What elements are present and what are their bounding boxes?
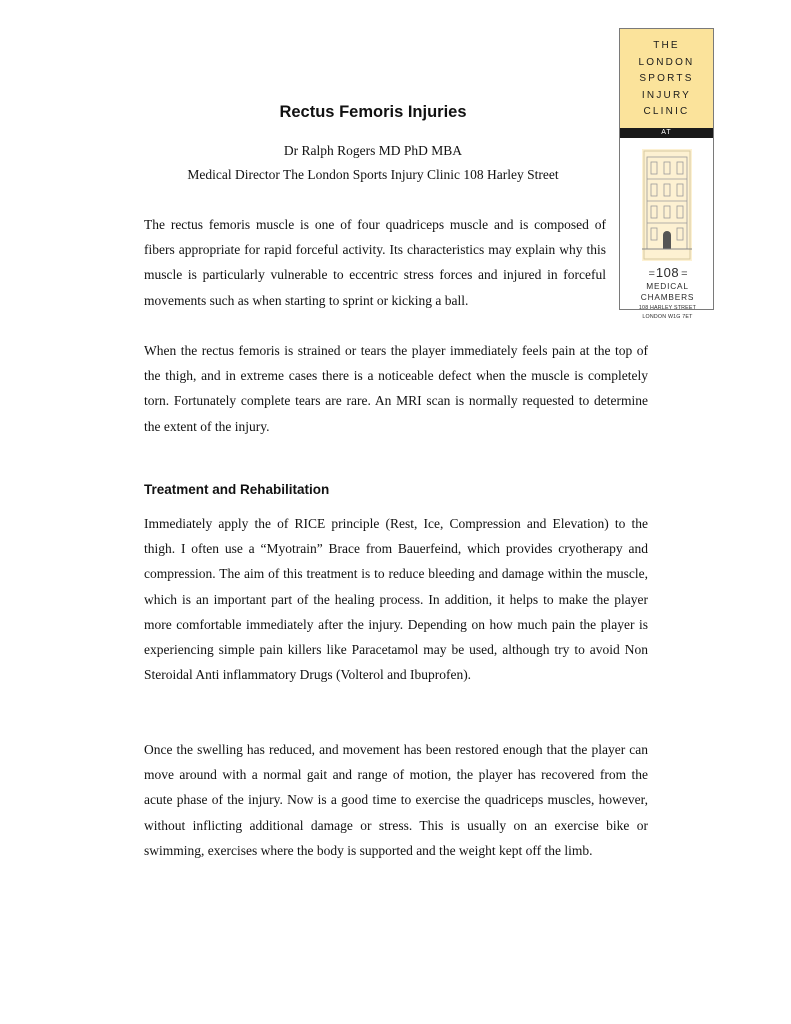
logo-address-line2: LONDON W1G 7ET bbox=[642, 314, 693, 320]
author-line: Dr Ralph Rogers MD PhD MBA bbox=[283, 143, 463, 158]
logo-chambers: CHAMBERS bbox=[640, 292, 695, 302]
logo-line-sports: SPORTS bbox=[639, 73, 694, 84]
logo-line-injury: INJURY bbox=[641, 89, 692, 101]
section-heading: Treatment and Rehabilitation bbox=[144, 482, 330, 497]
logo-line-london: LONDON bbox=[638, 56, 695, 68]
affiliation-line: Medical Director The London Sports Injury Clinic 108 Harley Street bbox=[187, 167, 559, 182]
building-icon bbox=[642, 149, 692, 261]
page-title: Rectus Femoris Injuries bbox=[279, 103, 467, 121]
logo-line-the: THE bbox=[653, 40, 680, 51]
paragraph-rehabilitation: Once the swelling has reduced, and movement has been restored enough that the player can move around with a normal gait and range of motion, the player has recovered from the acute phase of the injury. Now is a good time to exercise the quadriceps muscles, however, without inflicting additional damage or stress. This is usually on an exercise bike or swimming, exercises where the body is supported and the weight kept off the limb. bbox=[144, 742, 648, 858]
paragraph-treatment: Immediately apply the of RICE principle (Rest, Ice, Compression and Elevation) to the thigh. I often use a “Myotrain” Brace from Bauerfeind, which provides cryotherapy and compression. The aim of this treatment is to reduce bleeding and damage within the muscle, which is an important part of the healing process. In addition, it helps to make the player more comfortable immediately after the injury. Depending on how much pain the player is experiencing simple pain killers like Paracetamol may be used, although try to avoid Non Steroidal Anti inflammatory Drugs (Volterol and Ibuprofen). bbox=[144, 516, 648, 683]
paragraph-symptoms: When the rectus femoris is strained or tears the player immediately feels pain at the top of the thigh, and in extreme cases there is a noticeable defect when the muscle is completely torn. Fortunately complete tears are rare. An MRI scan is normally requested to determine the extent of the injury. bbox=[144, 343, 648, 434]
logo-address bbox=[620, 266, 715, 321]
logo-at-bar: AT bbox=[620, 128, 713, 138]
logo-line-clinic: CLINIC bbox=[643, 106, 690, 117]
logo-address-line1: 108 HARLEY STREET bbox=[638, 305, 697, 311]
logo-medical: MEDICAL bbox=[646, 281, 689, 291]
logo-number: = 108 = bbox=[620, 266, 715, 281]
paragraph-intro: The rectus femoris muscle is one of four quadriceps muscle and is composed of fibers appropriate for rapid forceful activity. Its characteristics may explain why this muscle is particularly vulnerable to eccentric stress forces and injured in forceful movements such as when starting to sprint or kicking a ball. bbox=[144, 217, 606, 308]
